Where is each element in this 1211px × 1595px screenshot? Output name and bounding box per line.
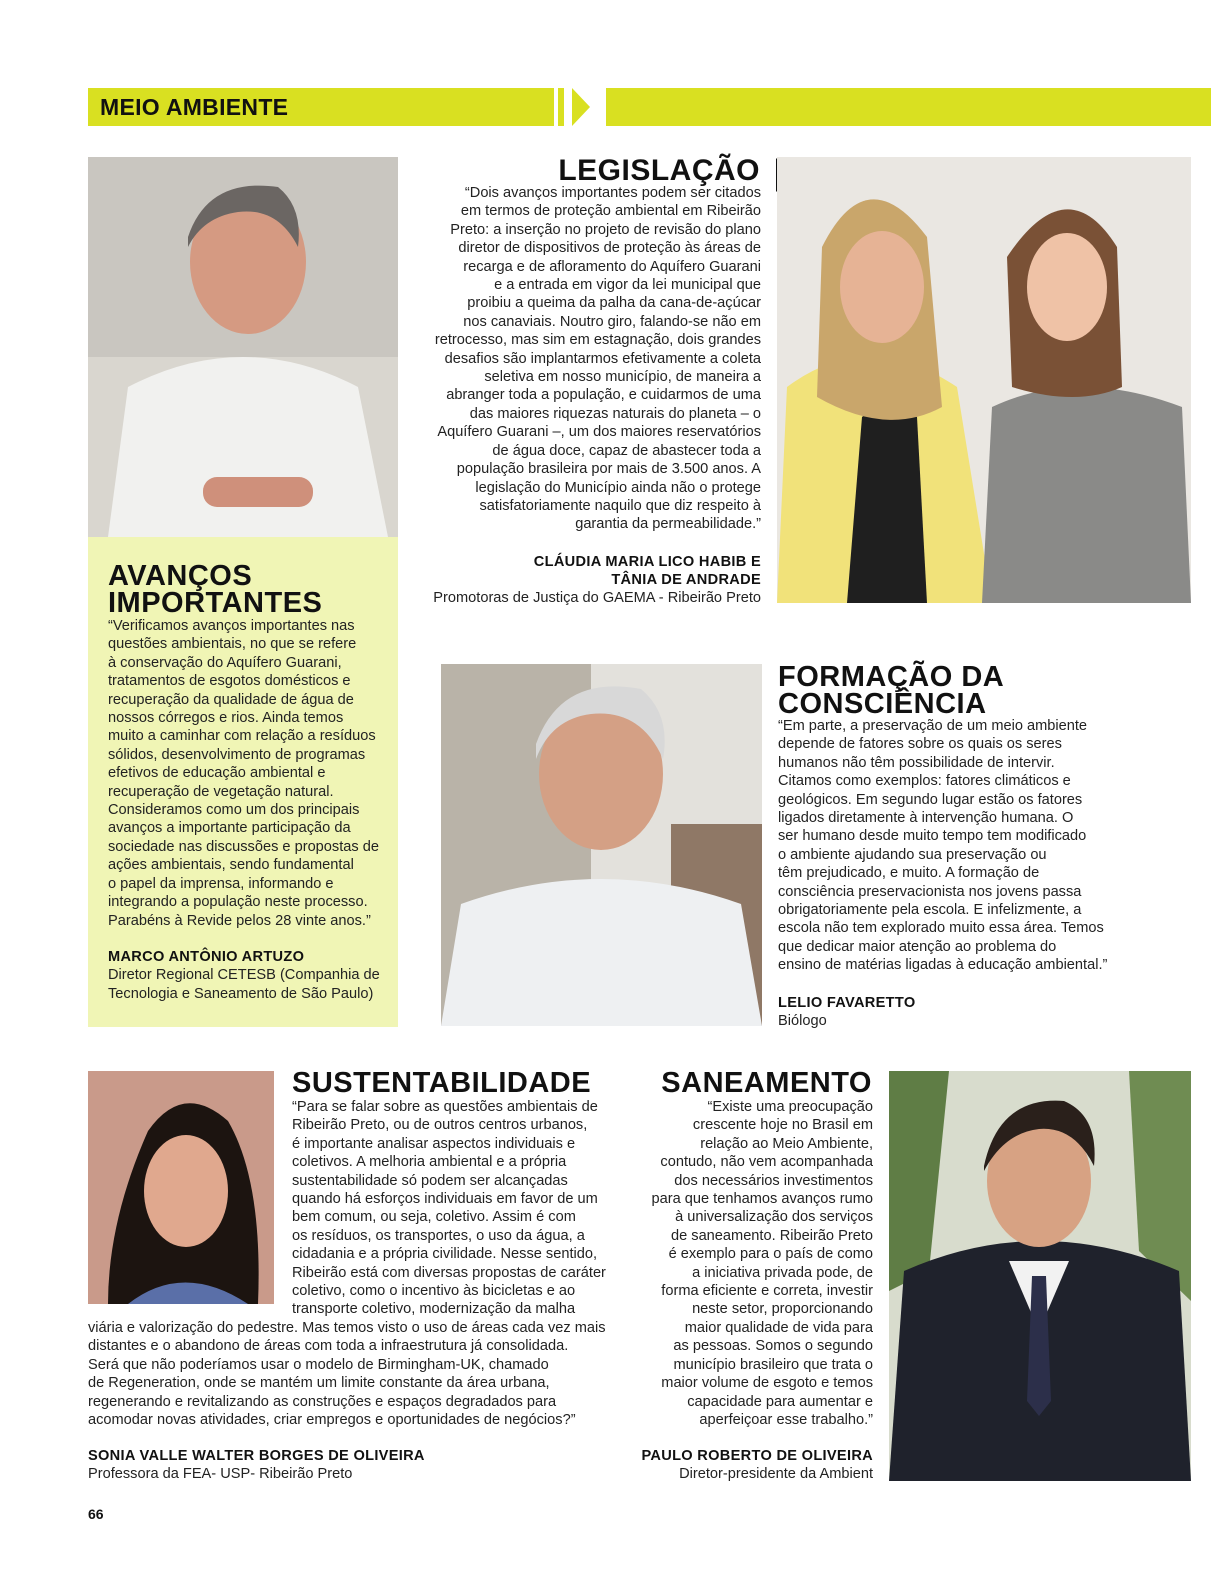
author-role-artuzo: Diretor Regional CETESB (Companhia de Tecnologia e Saneamento de São Paulo) bbox=[108, 967, 380, 1002]
author-name-favaretto: LELIO FAVARETTO bbox=[778, 995, 916, 1011]
heading-saneamento: SANEAMENTO bbox=[661, 1067, 872, 1099]
author-name-artuzo: MARCO ANTÔNIO ARTUZO bbox=[108, 949, 305, 965]
author-name-paulo: PAULO ROBERTO DE OLIVEIRA bbox=[641, 1448, 873, 1464]
section-label: MEIO AMBIENTE bbox=[100, 94, 289, 120]
author-role-sonia: Professora da FEA- USP- Ribeirão Preto bbox=[88, 1466, 353, 1482]
quote-legislacao: “Dois avanços importantes podem ser citados em termos de proteção ambiental em Ribeirão Preto: a inserção no projeto de revisão do plano diretor de dispositivos de proteção às áreas de recarga e de afloramento do Aquífero Guarani e a entrada em vigor da lei municipal que proibiu a queima da palha da cana-de-açúcar nos canaviais. Noutro giro, falando-se não em retrocesso, mas sim em estagnação, dois grandes desafios são implantarmos efetivamente a coleta seletiva em nosso município, de maneira a abranger toda a população, e cuidarmos de uma das maiores riquezas naturais do planeta – o Aquífero Guarani –, um dos maiores reservatórios de água doce, capaz de abastecer toda a população brasileira por mais de 3.500 anos. A legislação do Município ainda não o protege satisfatoriamente naquilo que diz respeito à garantia da permeabilidade.” bbox=[434, 185, 761, 533]
photo-marco-artuzo bbox=[88, 157, 398, 537]
heading-formacao: FORMAÇÃO DA CONSCIÊNCIA bbox=[778, 661, 1005, 720]
quote-avancos: “Verificamos avanços importantes nas questões ambientais, no que se refere à conservação do Aquífero Guarani, tratamentos de esgotos domésticos e recuperação da qualidade de água de nossos córregos e rios. Ainda temos muito a caminhar com relação a resíduos sólidos, desenvolvimento de programas efetivos de educação ambiental e recuperação de vegetação natural. Consideramos como um dos principais avanços a importante participação da sociedade nas discussões e propostas de ações ambientais, sendo fundamental o papel da imprensa, informando e integrando a população neste processo. Parabéns à Revide pelos 28 vinte anos.” bbox=[108, 618, 379, 929]
author-role-habib-andrade: Promotoras de Justiça do GAEMA - Ribeirão Preto bbox=[433, 590, 761, 606]
photo-lelio-favaretto bbox=[441, 664, 762, 1026]
quote-sustentabilidade-bottom: viária e valorização do pedestre. Mas temos visto o uso de áreas cada vez mais distantes e o abandono de áreas com toda a infraestrutura já consolidada. Será que não poderíamos usar o modelo de Birmingham-UK, chamado de Regeneration, onde se mantém um limite constante da área urbana, regenerando e revitalizando as construções e espaços degradados para acomodar novas atividades, criar empregos e oportunidades de negócios?” bbox=[88, 1320, 606, 1429]
page-number: 66 bbox=[88, 1506, 104, 1522]
author-name-habib-andrade: CLÁUDIA MARIA LICO HABIB E TÂNIA DE ANDRADE bbox=[533, 554, 761, 588]
author-name-sonia: SONIA VALLE WALTER BORGES DE OLIVEIRA bbox=[88, 1448, 425, 1464]
author-role-paulo: Diretor-presidente da Ambient bbox=[679, 1466, 873, 1482]
band-bar-1 bbox=[558, 88, 564, 126]
heading-sustentabilidade: SUSTENTABILIDADE bbox=[292, 1067, 592, 1099]
heading-legislacao: LEGISLAÇÃO bbox=[558, 154, 760, 187]
photo-paulo-roberto bbox=[889, 1071, 1191, 1481]
section-band-right bbox=[606, 88, 1211, 126]
quote-formacao: “Em parte, a preservação de um meio ambiente depende de fatores sobre os quais os seres humanos não têm possibilidade de intervir. Citamos como exemplos: fatores climáticos e geológicos. Em segundo lugar estão os fatores ligados diretamente à intervenção humana. O ser humano desde muito tempo tem modificado o ambiente ajudando sua preservação ou têm prejudicado, e muito. A formação de consciência preservacionista nos jovens passa obrigatoriamente pela escola. E infelizmente, a escola não tem explorado muito essa área. Temos que dedicar maior atenção ao problema do ensino de matérias ligadas à educação ambiental.” bbox=[778, 718, 1108, 974]
quote-saneamento: “Existe uma preocupação crescente hoje no Brasil em relação ao Meio Ambiente, contudo, não vem acompanhada dos necessários investimentos para que tenhamos avanços rumo à universalização dos serviços de saneamento. Ribeirão Preto é exemplo para o país de como a iniciativa privada pode, de forma eficiente e correta, investir neste setor, proporcionando maior qualidade de vida para as pessoas. Somos o segundo município brasileiro que trata o maior volume de esgoto e temos capacidade para aumentar e aperfeiçoar esse trabalho.” bbox=[651, 1099, 873, 1428]
photo-sonia-valle bbox=[88, 1071, 274, 1304]
author-role-favaretto: Biólogo bbox=[778, 1013, 827, 1029]
band-arrow-icon bbox=[572, 88, 590, 126]
heading-avancos: AVANÇOS IMPORTANTES bbox=[108, 560, 323, 619]
photo-claudia-tania bbox=[777, 157, 1191, 603]
quote-sustentabilidade-top: “Para se falar sobre as questões ambientais de Ribeirão Preto, ou de outros centros urbanos, é importante analisar aspectos individuais e coletivos. A melhoria ambiental e a própria sustentabilidade só podem ser alcançadas quando há esforços individuais em favor de um bem comum, ou seja, coletivo. Assim é com os resíduos, os transportes, o uso da água, a cidadania e a própria civilidade. Nesse sentido, Ribeirão está com diversas propostas de caráter coletivo, como o incentivo às bicicletas e ao transporte coletivo, modernização da malha bbox=[292, 1099, 606, 1318]
